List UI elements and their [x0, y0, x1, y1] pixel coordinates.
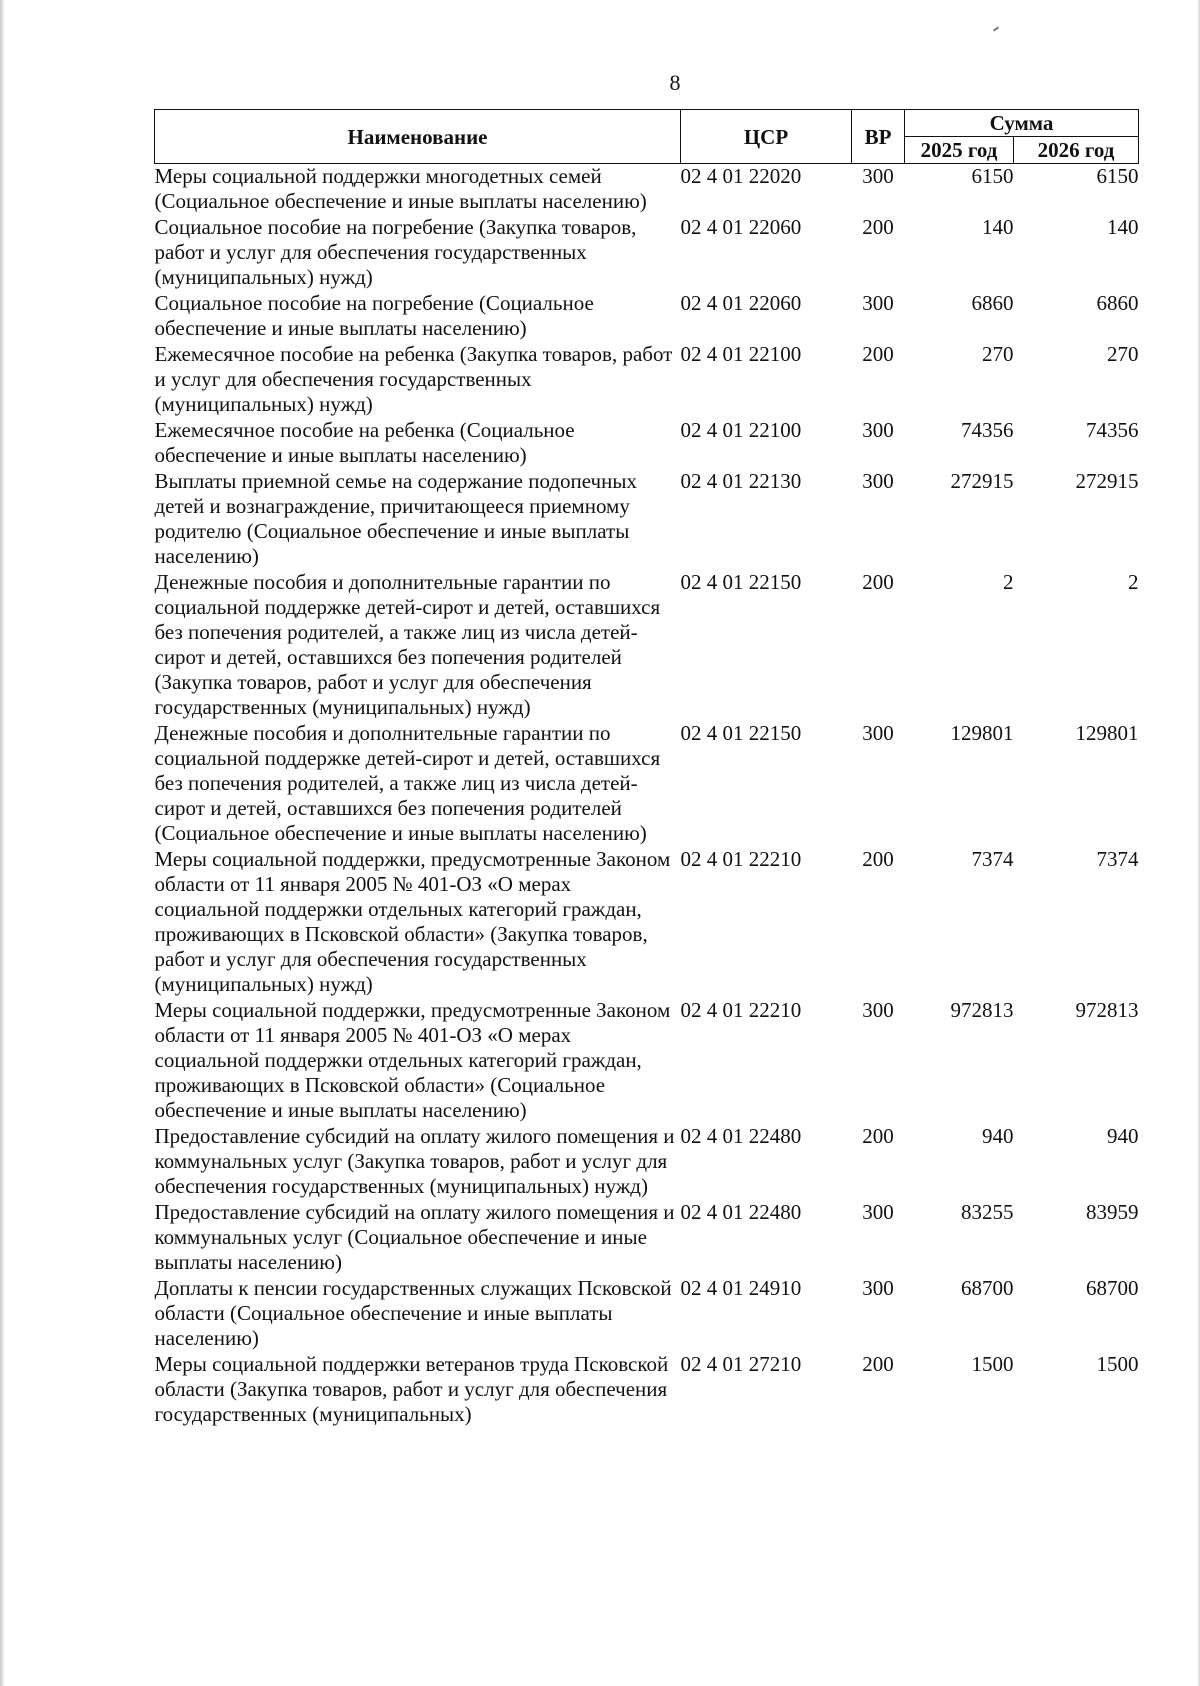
table-row	[155, 215, 1139, 291]
row-vr: 300	[862, 1200, 894, 1224]
table-row	[155, 291, 1139, 342]
row-sum-2025: 6150	[971, 164, 1014, 188]
table-header	[155, 110, 1139, 164]
table-row	[155, 998, 1139, 1124]
header-year-2026: 2026 год	[1014, 137, 1139, 164]
row-name: Социальное пособие на погребение (Социальное обеспечение и иные выплаты населению)	[154, 291, 594, 340]
row-sum-2026: 7374	[1096, 847, 1139, 871]
row-name: Меры социальной поддержки, предусмотренные Законом области от 11 января 2005 № 401-ОЗ «О мерах социальной поддержки отдельных категорий граждан, проживающих в Псковской области» (Закупка товаров, работ и услуг для обеспечения государственных (муниципальных) нужд)	[154, 847, 671, 996]
row-name: Предоставление субсидий на оплату жилого помещения и коммунальных услуг (Социальное обеспечение и иные выплаты населению)	[154, 1200, 675, 1274]
budget-table	[154, 109, 1139, 1428]
row-sum-2026: 2	[1128, 570, 1139, 594]
row-name: Меры социальной поддержки, предусмотренные Законом области от 11 января 2005 № 401-ОЗ «О мерах социальной поддержки отдельных категорий граждан, проживающих в Псковской области» (Социальное обеспечение и иные выплаты населению)	[154, 998, 671, 1122]
row-sum-2025: 7374	[971, 847, 1014, 871]
row-sum-2025: 1500	[971, 1352, 1014, 1376]
table-row	[155, 164, 1139, 216]
row-name: Меры социальной поддержки ветеранов труда Псковской области (Закупка товаров, работ и услуг для обеспечения государственных (муниципальных)	[154, 1352, 669, 1426]
row-csr: 02 4 01 27210	[680, 1352, 802, 1376]
row-sum-2025: 940	[982, 1124, 1014, 1148]
row-vr: 200	[862, 1124, 894, 1148]
row-csr: 02 4 01 22020	[680, 164, 802, 188]
row-sum-2026: 6150	[1096, 164, 1139, 188]
row-vr: 200	[862, 342, 894, 366]
row-csr: 02 4 01 22210	[680, 998, 802, 1022]
row-sum-2025: 68700	[961, 1276, 1014, 1300]
row-csr: 02 4 01 22130	[680, 469, 802, 493]
row-sum-2026: 940	[1107, 1124, 1139, 1148]
header-vr: ВР	[852, 110, 905, 164]
row-name: Выплаты приемной семье на содержание подопечных детей и вознаграждение, причитающееся приемному родителю (Социальное обеспечение и иные выплаты населению)	[154, 469, 637, 568]
row-sum-2026: 272915	[1075, 469, 1139, 493]
row-csr: 02 4 01 22100	[680, 342, 802, 366]
row-csr: 02 4 01 22150	[680, 721, 802, 745]
row-vr: 300	[862, 721, 894, 745]
header-sum: Сумма	[905, 110, 1139, 137]
row-sum-2025: 83255	[961, 1200, 1014, 1224]
row-csr: 02 4 01 22480	[680, 1200, 802, 1224]
row-sum-2025: 272915	[950, 469, 1014, 493]
table-body	[155, 164, 1139, 1429]
row-csr: 02 4 01 22100	[680, 418, 802, 442]
row-sum-2025: 972813	[950, 998, 1014, 1022]
row-vr: 300	[862, 164, 894, 188]
row-sum-2026: 140	[1107, 215, 1139, 239]
row-csr: 02 4 01 22060	[680, 291, 802, 315]
row-csr: 02 4 01 22210	[680, 847, 802, 871]
row-csr: 02 4 01 22480	[680, 1124, 802, 1148]
header-name: Наименование	[155, 110, 681, 164]
row-sum-2025: 129801	[950, 721, 1014, 745]
row-name: Денежные пособия и дополнительные гарантии по социальной поддержке детей-сирот и детей, оставшихся без попечения родителей, а также лиц из числа детей-сирот и детей, оставшихся без попечения родителей (Социальное обеспечение и иные выплаты населению)	[154, 721, 661, 845]
row-sum-2025: 6860	[971, 291, 1014, 315]
row-vr: 200	[862, 570, 894, 594]
scan-edge-left	[0, 0, 5, 1686]
row-csr: 02 4 01 22150	[680, 570, 802, 594]
table-row	[155, 1124, 1139, 1200]
header-year-2025: 2025 год	[905, 137, 1014, 164]
scan-mark	[993, 26, 999, 31]
header-csr: ЦСР	[681, 110, 852, 164]
row-vr: 200	[862, 847, 894, 871]
row-name: Предоставление субсидий на оплату жилого помещения и коммунальных услуг (Закупка товаров, работ и услуг для обеспечения государственных (муниципальных) нужд)	[154, 1124, 675, 1198]
row-sum-2026: 972813	[1075, 998, 1139, 1022]
row-sum-2025: 140	[982, 215, 1014, 239]
row-sum-2026: 129801	[1075, 721, 1139, 745]
table-row	[155, 1200, 1139, 1276]
row-vr: 200	[862, 215, 894, 239]
row-vr: 300	[862, 291, 894, 315]
row-vr: 300	[862, 1276, 894, 1300]
row-vr: 300	[862, 469, 894, 493]
row-sum-2026: 83959	[1086, 1200, 1139, 1224]
table-row	[155, 418, 1139, 469]
row-vr: 200	[862, 1352, 894, 1376]
row-name: Ежемесячное пособие на ребенка (Закупка товаров, работ и услуг для обеспечения государственных (муниципальных) нужд)	[154, 342, 673, 416]
table-row	[155, 342, 1139, 418]
row-csr: 02 4 01 22060	[680, 215, 802, 239]
table-row	[155, 1276, 1139, 1352]
row-vr: 300	[862, 418, 894, 442]
row-sum-2026: 68700	[1086, 1276, 1139, 1300]
row-sum-2025: 2	[1003, 570, 1014, 594]
row-sum-2026: 74356	[1086, 418, 1139, 442]
row-name: Денежные пособия и дополнительные гарантии по социальной поддержке детей-сирот и детей, оставшихся без попечения родителей, а также лиц из числа детей-сирот и детей, оставшихся без попечения родителей (Закупка товаров, работ и услуг для обеспечения государственных (муниципальных) нужд)	[154, 570, 661, 719]
row-name: Меры социальной поддержки многодетных семей (Социальное обеспечение и иные выплаты населению)	[154, 164, 647, 213]
row-sum-2026: 1500	[1096, 1352, 1139, 1376]
row-name: Социальное пособие на погребение (Закупка товаров, работ и услуг для обеспечения государственных (муниципальных) нужд)	[154, 215, 637, 289]
table-row	[155, 469, 1139, 570]
row-sum-2025: 270	[982, 342, 1014, 366]
row-sum-2026: 6860	[1096, 291, 1139, 315]
row-vr: 300	[862, 998, 894, 1022]
table-row	[155, 847, 1139, 998]
row-name: Доплаты к пенсии государственных служащих Псковской области (Социальное обеспечение и иные выплаты населению)	[154, 1276, 672, 1350]
row-csr: 02 4 01 24910	[680, 1276, 802, 1300]
table-row	[155, 721, 1139, 847]
row-sum-2026: 270	[1107, 342, 1139, 366]
table-row	[155, 570, 1139, 721]
row-sum-2025: 74356	[961, 418, 1014, 442]
table-row	[155, 1352, 1139, 1428]
row-name: Ежемесячное пособие на ребенка (Социальное обеспечение и иные выплаты населению)	[154, 418, 575, 467]
page-number: 8	[669, 70, 681, 95]
